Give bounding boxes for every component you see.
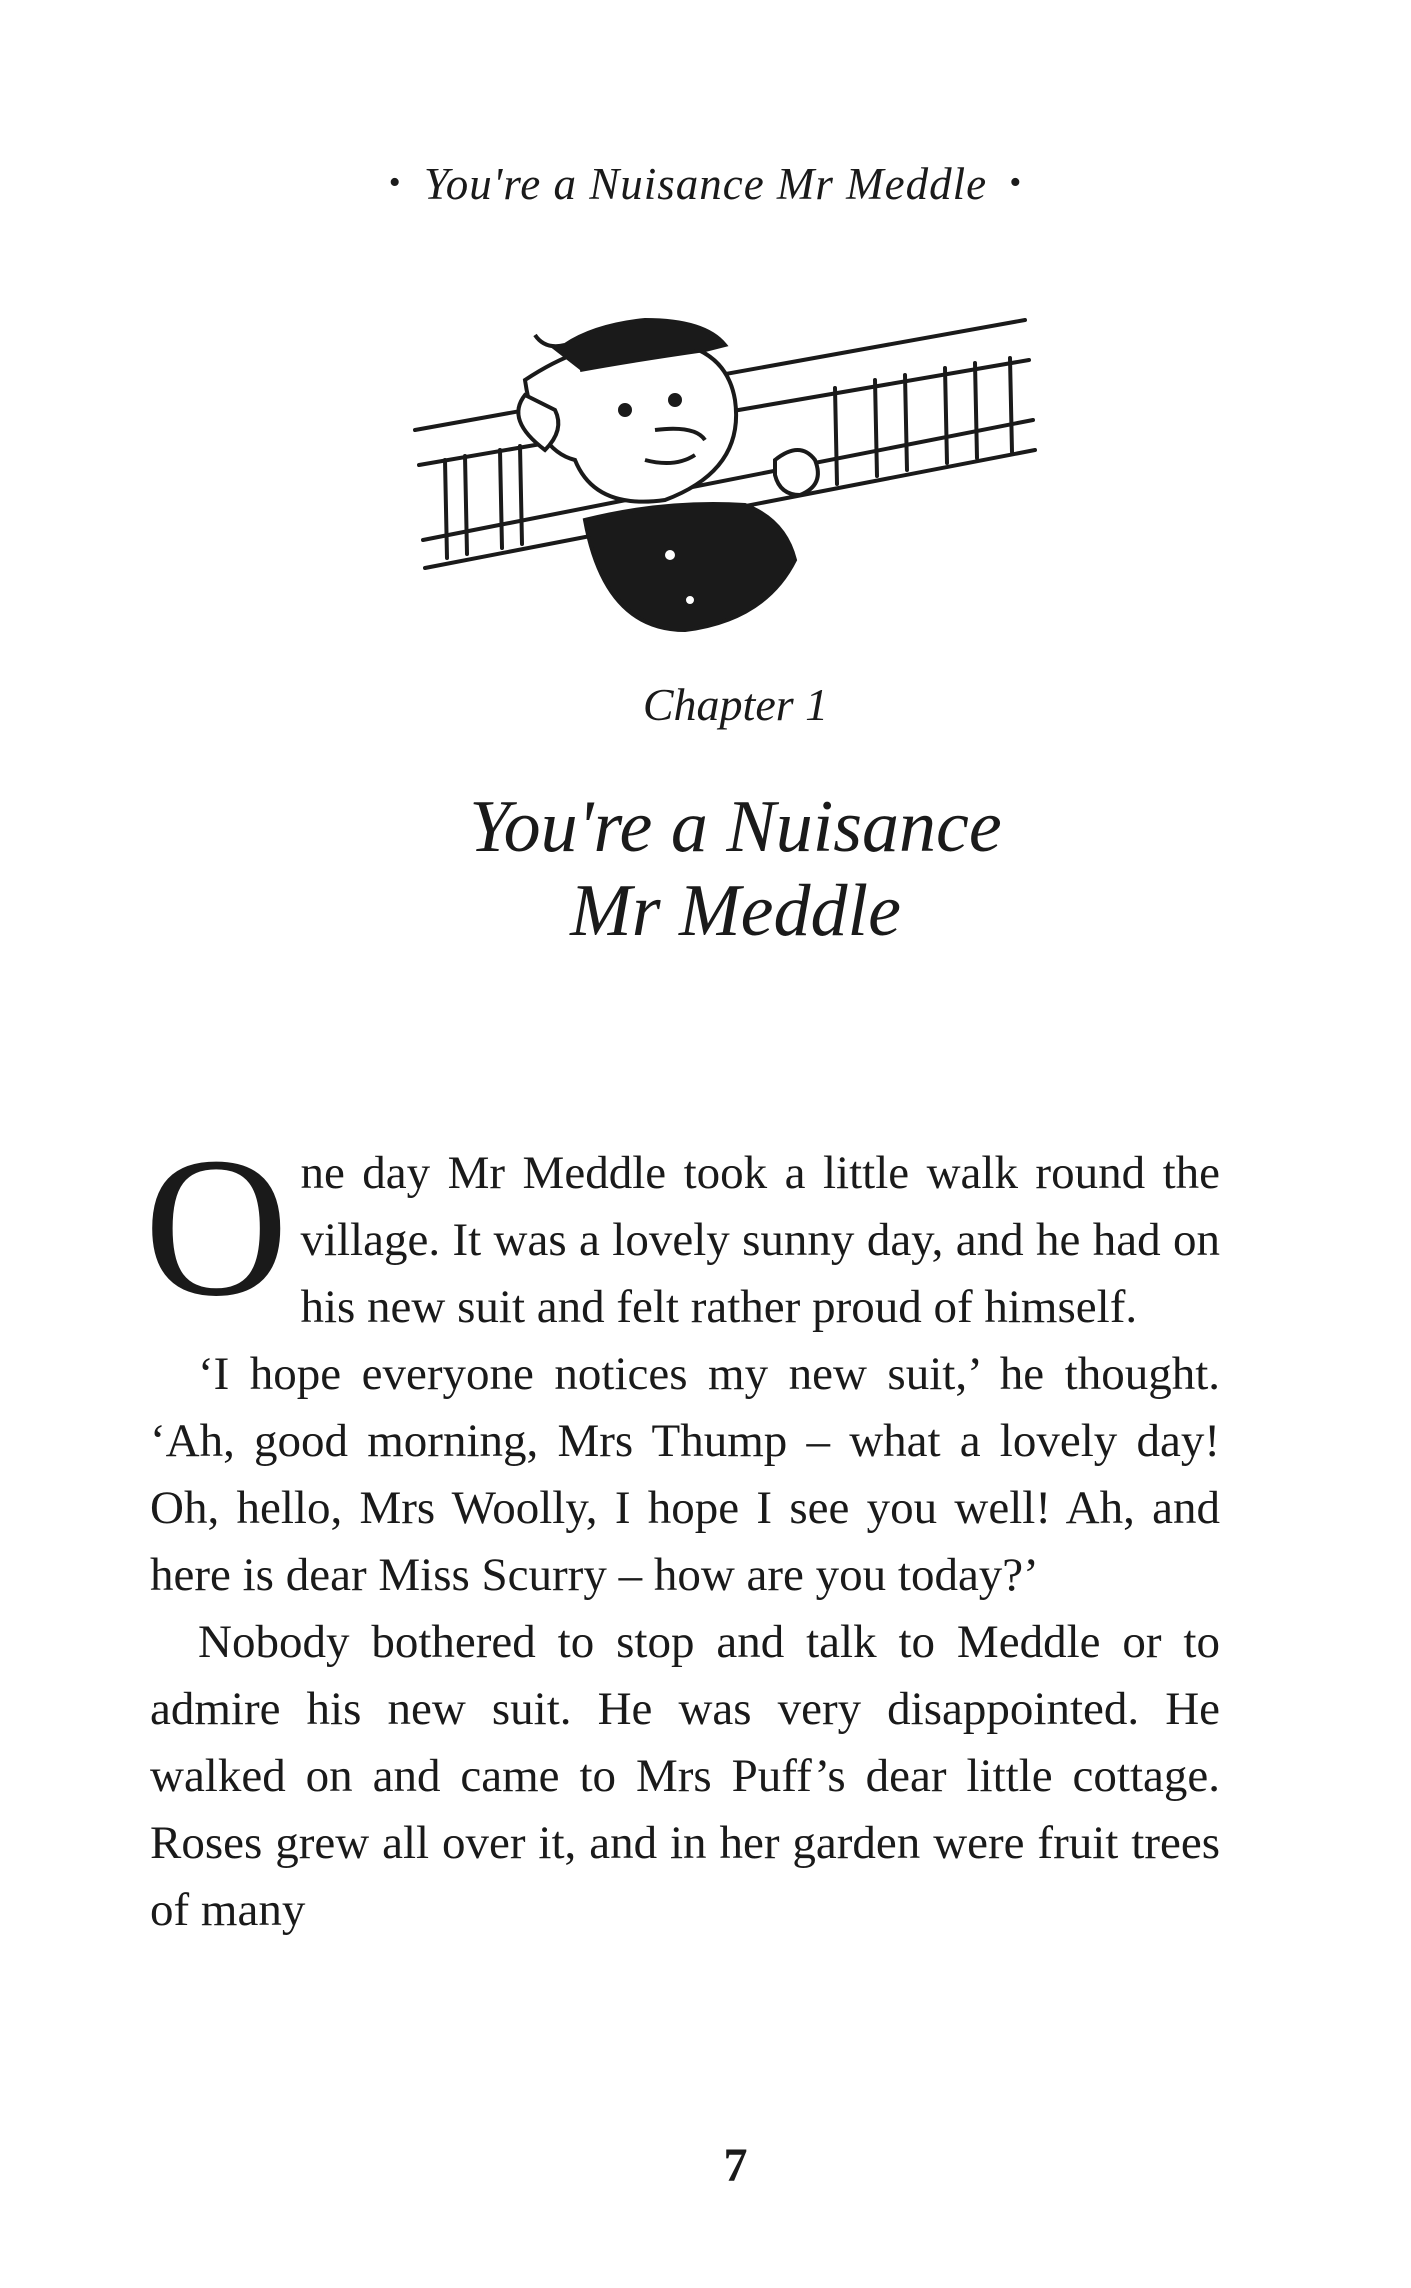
running-head [0,158,1411,210]
chapter-label: Chapter 1 [642,679,829,730]
paragraph-1-text: ne day Mr Meddle took a little walk round the village. It was a lovely sunny day, and he had on his new suit and felt rather proud of himself. [300,1147,1220,1333]
chapter-title-line1: You're a Nuisance [469,786,1002,868]
chapter-title-line2: Mr Meddle [570,870,901,952]
bullet-left-icon: • [388,164,402,201]
body-text [144,1117,1220,1944]
paragraph-2: ‘I hope everyone notices my new suit,’ he thought. ‘Ah, good morning, Mrs Thump – what a lovely day! Oh, hello, Mrs Woolly, I hope I see you well! Ah, and here is dear Miss Scurry – how are you today?’ [150,1348,1220,1601]
running-head-title: You're a Nuisance Mr Meddle [423,159,988,209]
page-number: 7 [723,2139,748,2192]
drop-cap: O [144,1117,289,1338]
chapter-title [0,785,1411,953]
mr-meddle-ladder-illustration [405,300,1045,640]
paragraph-1 [144,1117,1220,1341]
bullet-right-icon: • [1009,164,1023,201]
paragraph-3: Nobody bothered to stop and talk to Meddle or to admire his new suit. He was very disappointed. He walked on and came to Mrs Puff’s dear little cottage. Roses grew all over it, and in her garden were fruit trees of many [150,1616,1220,1936]
